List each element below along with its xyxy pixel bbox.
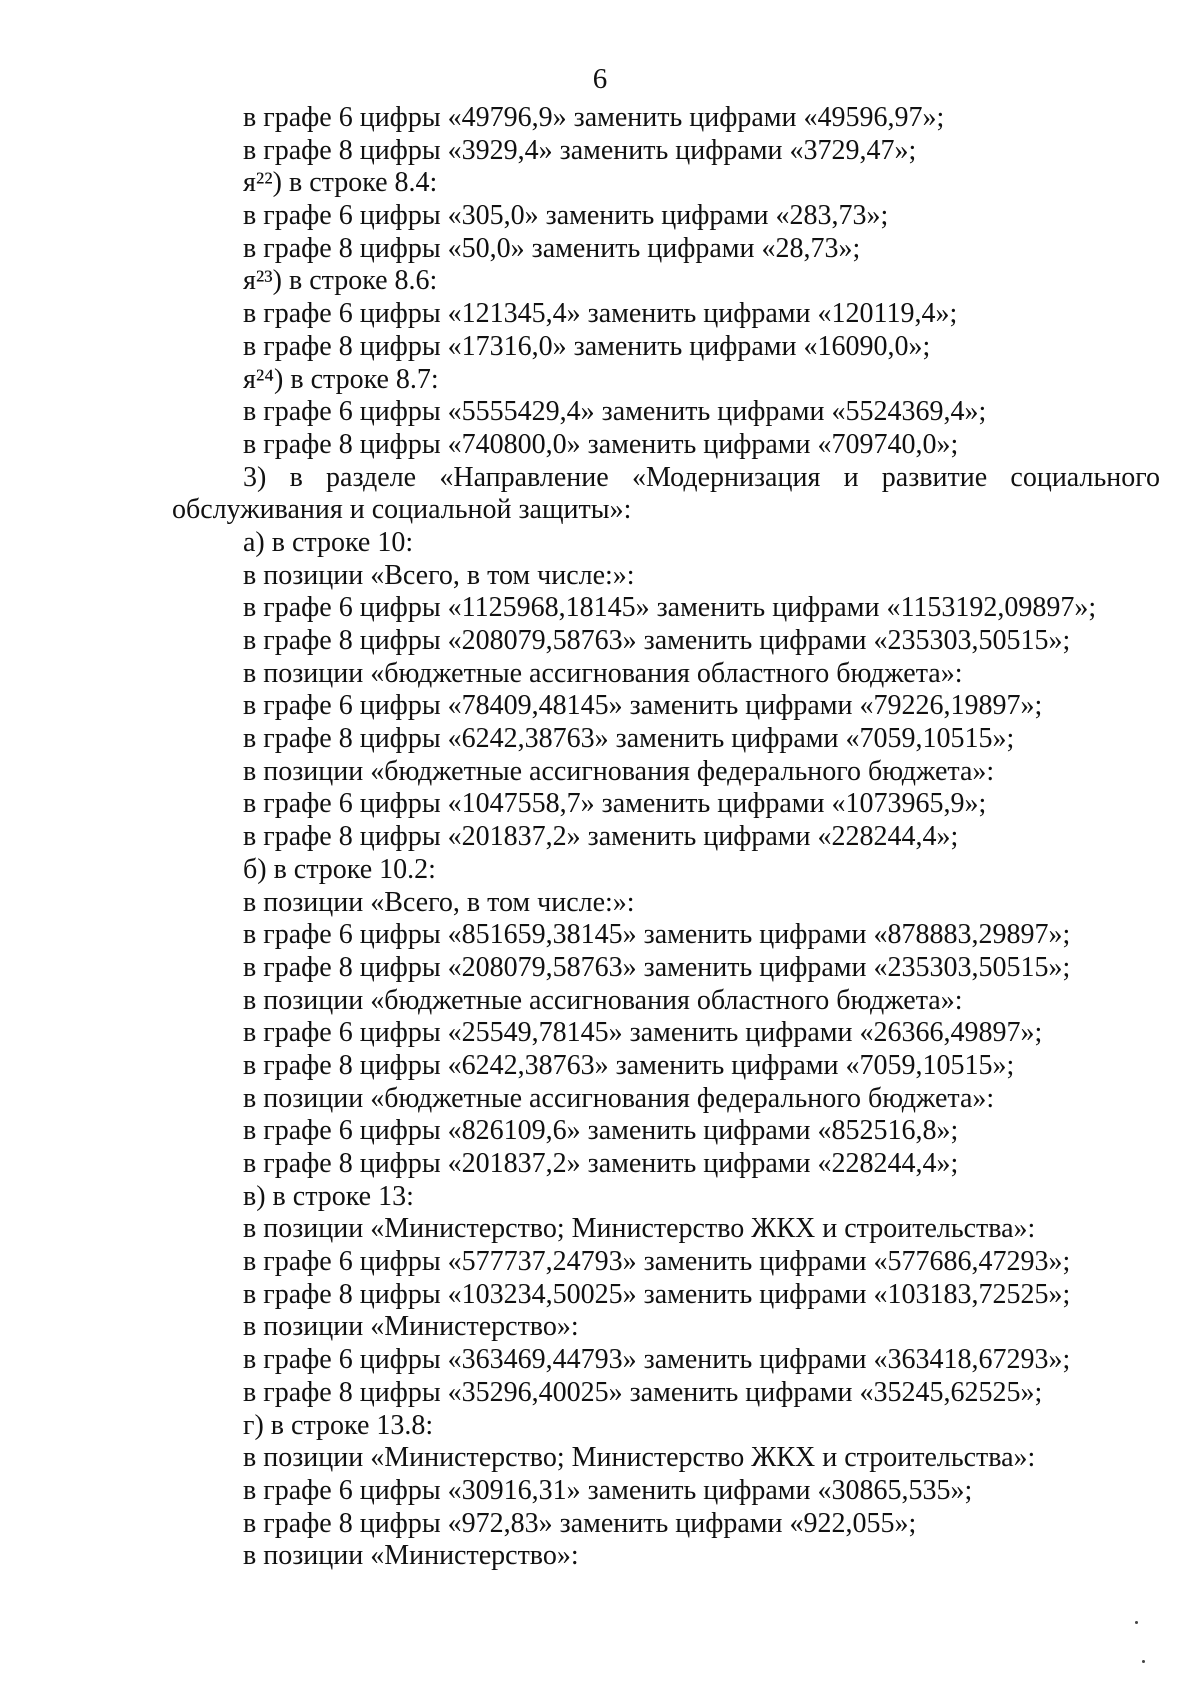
text-line: в графе 6 цифры «826109,6» заменить цифрами «852516,8»; — [243, 1115, 959, 1147]
text-line: обслуживания и социальной защиты»: — [172, 494, 632, 526]
text-line: в графе 8 цифры «6242,38763» заменить цифрами «7059,10515»; — [243, 723, 1015, 755]
document-body — [172, 102, 1160, 1573]
text-line: 3) в разделе «Направление «Модернизация и развитие социального — [243, 461, 1160, 493]
text-line: в графе 8 цифры «201837,2» заменить цифрами «228244,4»; — [243, 1148, 959, 1179]
text-line: в графе 8 цифры «3929,4» заменить цифрами «3729,47»; — [243, 134, 917, 166]
scan-artifact-dot — [1142, 1660, 1145, 1663]
text-line: в графе 8 цифры «6242,38763» заменить цифрами «7059,10515»; — [243, 1049, 1015, 1081]
text-line: в графе 8 цифры «740800,0» заменить цифрами «709740,0»; — [243, 428, 959, 460]
text-line: в графе 6 цифры «577737,24793» заменить цифрами «577686,47293»; — [243, 1246, 1071, 1278]
text-line: в графе 6 цифры «30916,31» заменить цифрами «30865,535»; — [243, 1474, 973, 1506]
text-line: я²²) в строке 8.4: — [243, 167, 438, 199]
text-line: в графе 8 цифры «50,0» заменить цифрами «28,73»; — [243, 232, 861, 264]
text-line: б) в строке 10.2: — [243, 853, 436, 885]
text-line: в позиции «Министерство; Министерство ЖКХ и строительства»: — [243, 1442, 1036, 1474]
text-line: а) в строке 10: — [243, 526, 414, 558]
text-line: в графе 8 цифры «17316,0» заменить цифрами «16090,0»; — [243, 330, 931, 362]
text-line: г) в строке 13.8: — [243, 1409, 434, 1441]
text-line: в графе 6 цифры «1125968,18145» заменить цифрами «1153192,09897»; — [243, 592, 1097, 624]
text-line: в позиции «бюджетные ассигнования областного бюджета»: — [243, 657, 963, 689]
text-line: в графе 6 цифры «121345,4» заменить цифрами «120119,4»; — [243, 298, 958, 330]
text-line: в графе 6 цифры «49796,9» заменить цифрами «49596,97»; — [243, 102, 945, 133]
text-line: в) в строке 13: — [243, 1180, 414, 1212]
text-line: в графе 8 цифры «103234,50025» заменить цифрами «103183,72525»; — [243, 1278, 1071, 1310]
text-line: в позиции «бюджетные ассигнования областного бюджета»: — [243, 984, 963, 1016]
text-line: в позиции «Министерство; Министерство ЖКХ и строительства»: — [243, 1213, 1036, 1245]
scan-artifact-dot — [1135, 1621, 1138, 1624]
text-line: в позиции «бюджетные ассигнования федерального бюджета»: — [243, 1082, 995, 1114]
text-line: в графе 8 цифры «972,83» заменить цифрами «922,055»; — [243, 1507, 917, 1539]
text-line: в позиции «Всего, в том числе:»: — [243, 886, 635, 918]
text-line: в позиции «Всего, в том числе:»: — [243, 559, 635, 591]
text-line: в позиции «Министерство»: — [243, 1540, 579, 1572]
text-line: в графе 8 цифры «208079,58763» заменить цифрами «235303,50515»; — [243, 951, 1071, 983]
text-line: в графе 6 цифры «78409,48145» заменить цифрами «79226,19897»; — [243, 690, 1043, 722]
text-line: в графе 6 цифры «25549,78145» заменить цифрами «26366,49897»; — [243, 1017, 1043, 1049]
text-line: в позиции «бюджетные ассигнования федерального бюджета»: — [243, 755, 995, 787]
text-line: в графе 8 цифры «208079,58763» заменить цифрами «235303,50515»; — [243, 625, 1071, 656]
page-number: 6 — [592, 63, 608, 95]
text-line: в позиции «Министерство»: — [243, 1311, 579, 1343]
text-line: в графе 6 цифры «5555429,4» заменить цифрами «5524369,4»; — [243, 396, 987, 428]
text-line: я²³) в строке 8.6: — [243, 265, 438, 297]
text-line: в графе 6 цифры «851659,38145» заменить цифрами «878883,29897»; — [243, 919, 1071, 951]
text-line: в графе 6 цифры «1047558,7» заменить цифрами «1073965,9»; — [243, 788, 987, 820]
text-line: я²⁴) в строке 8.7: — [243, 363, 439, 395]
text-line: в графе 8 цифры «201837,2» заменить цифрами «228244,4»; — [243, 821, 959, 853]
text-line: в графе 8 цифры «35296,40025» заменить цифрами «35245,62525»; — [243, 1376, 1043, 1408]
text-line: в графе 6 цифры «305,0» заменить цифрами «283,73»; — [243, 200, 889, 232]
text-line: в графе 6 цифры «363469,44793» заменить цифрами «363418,67293»; — [243, 1344, 1071, 1376]
